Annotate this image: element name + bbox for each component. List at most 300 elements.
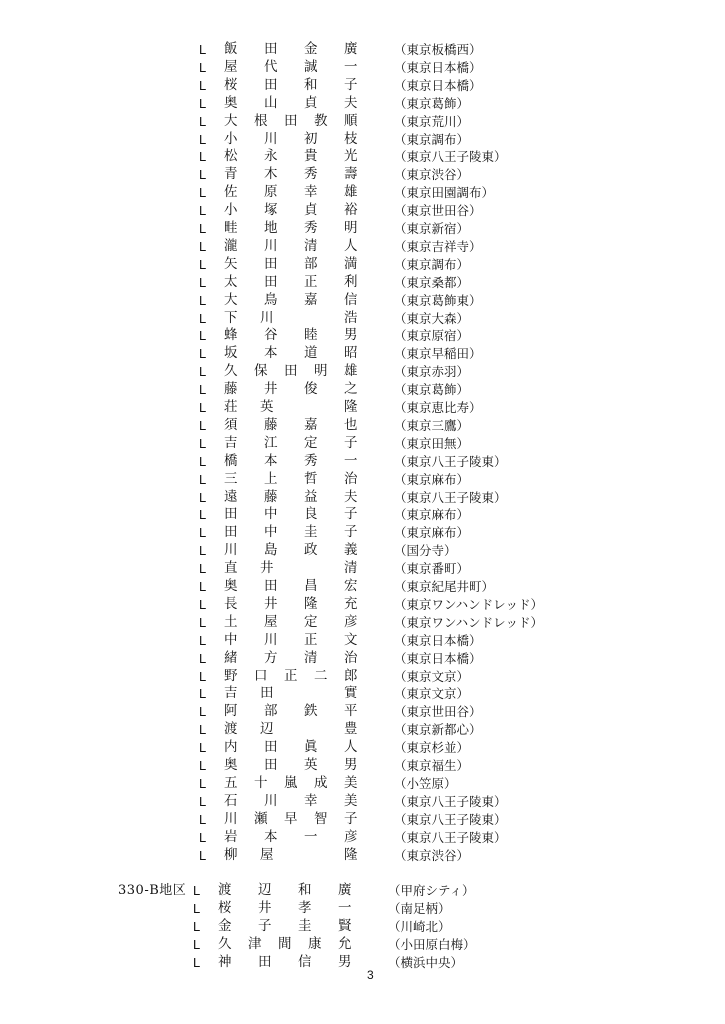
- name-char: 彦: [344, 613, 358, 630]
- name-char: 正: [304, 631, 318, 648]
- name-char: 清: [304, 237, 318, 254]
- club-name: （東京文京）: [394, 668, 470, 684]
- name-char: 政: [304, 542, 318, 559]
- club-name: （東京調布）: [394, 131, 470, 147]
- member-row: [0, 721, 725, 738]
- member-prefix: L: [193, 901, 201, 917]
- name-char: 屋: [260, 846, 274, 863]
- name-char: 豊: [344, 721, 358, 738]
- name-char: 一: [304, 828, 318, 845]
- name-char: 五: [224, 774, 238, 791]
- club-name: （南足柄）: [388, 901, 451, 917]
- name-char: 男: [344, 327, 358, 344]
- name-char: 田: [264, 76, 278, 93]
- member-prefix: L: [199, 167, 207, 183]
- club-name: （東京吉祥寺）: [394, 238, 482, 254]
- name-char: 田: [264, 739, 278, 756]
- name-char: 川: [260, 309, 274, 326]
- member-row: [0, 363, 725, 380]
- member-row: [0, 685, 725, 702]
- name-char: 辺: [258, 882, 272, 899]
- member-prefix: L: [199, 185, 207, 201]
- club-name: （東京ワンハンドレッド）: [394, 596, 544, 612]
- member-prefix: L: [199, 471, 207, 487]
- member-prefix: L: [199, 507, 207, 523]
- name-char: 之: [344, 381, 358, 398]
- name-char: 満: [344, 255, 358, 272]
- name-char: 田: [260, 685, 274, 702]
- member-row: [0, 95, 725, 112]
- name-char: 康: [308, 936, 322, 953]
- member-prefix: L: [199, 221, 207, 236]
- name-char: 裕: [344, 202, 358, 219]
- name-char: 本: [264, 452, 278, 469]
- name-char: 子: [344, 76, 358, 93]
- name-char: 木: [264, 166, 278, 183]
- name-char: 隆: [304, 595, 318, 612]
- club-name: （東京麻布）: [394, 507, 470, 523]
- name-char: 荘: [224, 399, 238, 415]
- name-char: 井: [264, 381, 278, 398]
- name-char: 早: [284, 810, 298, 827]
- member-row: [0, 148, 725, 165]
- name-char: 隆: [344, 399, 358, 415]
- member-prefix: L: [199, 686, 207, 702]
- name-char: 佐: [224, 184, 238, 201]
- name-char: 廣: [338, 882, 352, 899]
- member-prefix: L: [199, 149, 207, 165]
- name-char: 奥: [224, 94, 238, 111]
- name-char: 英: [304, 757, 318, 773]
- club-name: （東京八王子陵東）: [394, 453, 507, 469]
- name-char: 地: [264, 220, 278, 236]
- member-prefix: L: [199, 489, 207, 505]
- name-char: 一: [344, 452, 358, 469]
- name-char: 神: [218, 954, 232, 970]
- member-prefix: L: [199, 274, 207, 290]
- member-row: [0, 453, 725, 470]
- member-prefix: L: [199, 650, 207, 666]
- club-name: （東京田無）: [394, 435, 470, 451]
- club-name: （東京渋谷）: [394, 847, 470, 863]
- name-char: 一: [338, 900, 352, 917]
- name-char: 夫: [344, 94, 358, 111]
- member-row: [0, 399, 725, 416]
- name-char: 人: [344, 237, 358, 254]
- name-char: 藤: [264, 416, 278, 433]
- member-row: [0, 202, 725, 219]
- name-char: 充: [344, 595, 358, 612]
- member-prefix: L: [199, 131, 207, 147]
- name-char: 谷: [264, 327, 278, 344]
- name-char: 瀧: [224, 237, 238, 254]
- name-char: 英: [260, 399, 274, 415]
- name-char: 光: [344, 148, 358, 165]
- name-char: 川: [264, 237, 278, 254]
- name-char: 初: [304, 130, 318, 147]
- member-prefix: L: [199, 238, 207, 254]
- name-char: 緒: [224, 649, 238, 666]
- name-char: 土: [224, 613, 238, 630]
- member-row: [0, 471, 725, 488]
- name-char: 大: [224, 112, 238, 129]
- name-char: 根: [254, 112, 268, 129]
- member-row: [0, 739, 725, 756]
- name-char: 信: [344, 291, 358, 308]
- name-char: 嘉: [304, 291, 318, 308]
- member-row: [0, 184, 725, 201]
- name-char: 道: [304, 345, 318, 362]
- member-row: [0, 936, 725, 953]
- name-char: 江: [264, 434, 278, 451]
- member-prefix: L: [199, 292, 207, 308]
- member-prefix: L: [199, 435, 207, 451]
- member-row: [0, 381, 725, 398]
- member-prefix: L: [199, 596, 207, 612]
- member-row: [0, 900, 725, 917]
- name-char: 桜: [224, 76, 238, 93]
- member-row: [0, 435, 725, 452]
- member-prefix: L: [199, 811, 207, 827]
- name-char: 鉄: [304, 703, 318, 720]
- name-char: 幸: [304, 792, 318, 809]
- name-char: 二: [314, 667, 328, 684]
- name-char: 橋: [224, 452, 238, 469]
- member-prefix: L: [199, 310, 207, 326]
- name-char: 田: [264, 41, 278, 57]
- name-char: 上: [264, 470, 278, 487]
- member-row: [0, 274, 725, 291]
- name-char: 藤: [264, 488, 278, 505]
- club-name: （東京原宿）: [394, 328, 470, 344]
- name-char: 遠: [224, 488, 238, 505]
- club-name: （東京八王子陵東）: [394, 489, 507, 505]
- member-prefix: L: [199, 704, 207, 720]
- name-char: 矢: [224, 255, 238, 272]
- club-name: （東京渋谷）: [394, 167, 470, 183]
- name-char: 永: [264, 148, 278, 165]
- member-prefix: L: [199, 614, 207, 630]
- member-row: [0, 489, 725, 506]
- name-char: 成: [314, 774, 328, 791]
- name-char: 男: [338, 954, 352, 970]
- name-char: 子: [344, 506, 358, 523]
- club-name: （東京八王子陵東）: [394, 829, 507, 845]
- name-char: 辺: [260, 721, 274, 738]
- club-name: （東京日本橋）: [394, 632, 482, 648]
- name-char: 内: [224, 739, 238, 756]
- name-char: 川: [224, 542, 238, 559]
- member-row: [0, 506, 725, 523]
- name-char: 郎: [344, 667, 358, 684]
- name-char: 圭: [298, 918, 312, 935]
- name-char: 三: [224, 470, 238, 487]
- club-name: （東京桑都）: [394, 274, 470, 290]
- name-char: 嵐: [284, 774, 298, 791]
- club-name: （川崎北）: [388, 919, 451, 935]
- club-name: （東京日本橋）: [394, 77, 482, 93]
- member-prefix: L: [199, 579, 207, 594]
- club-name: （東京恵比寿）: [394, 400, 482, 415]
- club-name: （小笠原）: [394, 775, 457, 791]
- member-prefix: L: [199, 417, 207, 433]
- name-char: 貞: [304, 202, 318, 219]
- member-row: [0, 829, 725, 846]
- name-char: 井: [258, 900, 272, 917]
- name-char: 子: [258, 918, 272, 935]
- club-name: （東京荒川）: [394, 113, 470, 129]
- name-char: 間: [278, 936, 292, 953]
- name-char: 雄: [344, 363, 358, 380]
- name-char: 青: [224, 166, 238, 183]
- member-prefix: L: [199, 829, 207, 845]
- name-char: 定: [304, 434, 318, 451]
- club-name: （東京葛飾東）: [394, 292, 482, 308]
- name-char: 川: [264, 792, 278, 809]
- name-char: 秀: [304, 220, 318, 236]
- name-char: 田: [284, 363, 298, 380]
- name-char: 治: [344, 649, 358, 666]
- member-row: [0, 220, 725, 237]
- name-char: 蜂: [224, 327, 238, 344]
- club-name: （東京世田谷）: [394, 704, 482, 720]
- member-prefix: L: [199, 113, 207, 129]
- name-char: 宏: [344, 578, 358, 594]
- member-prefix: L: [199, 203, 207, 219]
- club-name: （東京杉並）: [394, 740, 470, 756]
- name-char: 本: [264, 345, 278, 362]
- member-prefix: L: [193, 883, 201, 899]
- name-char: 枝: [344, 130, 358, 147]
- member-row: [0, 793, 725, 810]
- name-char: 秀: [304, 452, 318, 469]
- member-row: [0, 650, 725, 667]
- name-char: 部: [264, 703, 278, 720]
- member-prefix: L: [199, 256, 207, 272]
- name-char: 明: [344, 220, 358, 236]
- name-char: 教: [314, 112, 328, 129]
- name-char: 屋: [264, 613, 278, 630]
- member-prefix: L: [199, 561, 207, 577]
- name-char: 一: [344, 58, 358, 75]
- name-char: 眞: [304, 739, 318, 756]
- name-char: 誠: [304, 58, 318, 75]
- member-prefix: L: [199, 328, 207, 344]
- member-prefix: L: [199, 775, 207, 791]
- name-char: 中: [264, 506, 278, 523]
- name-char: 貞: [304, 94, 318, 111]
- member-prefix: L: [199, 740, 207, 756]
- club-name: （東京三鷹）: [394, 417, 470, 433]
- name-char: 桜: [218, 900, 232, 917]
- member-row: [0, 668, 725, 685]
- member-prefix: L: [199, 793, 207, 809]
- name-char: 定: [304, 613, 318, 630]
- name-char: 瀬: [254, 810, 268, 827]
- club-name: （横浜中央）: [388, 955, 464, 970]
- name-char: 島: [264, 542, 278, 559]
- name-char: 小: [224, 130, 238, 147]
- name-char: 和: [298, 882, 312, 899]
- name-char: 渡: [224, 721, 238, 738]
- member-prefix: L: [199, 95, 207, 111]
- member-row: [0, 847, 725, 864]
- member-prefix: L: [193, 919, 201, 935]
- name-char: 夫: [344, 488, 358, 505]
- name-char: 岩: [224, 828, 238, 845]
- name-char: 渡: [218, 882, 232, 899]
- name-char: 久: [218, 936, 232, 953]
- name-char: 貴: [304, 148, 318, 165]
- name-char: 本: [264, 828, 278, 845]
- member-row: [0, 703, 725, 720]
- name-char: 山: [264, 94, 278, 111]
- member-prefix: L: [199, 59, 207, 75]
- name-char: 吉: [224, 685, 238, 702]
- name-char: 飯: [224, 41, 238, 57]
- member-row: [0, 41, 725, 58]
- member-row: [0, 327, 725, 344]
- name-char: 允: [338, 936, 352, 953]
- name-char: 藤: [224, 381, 238, 398]
- name-char: 塚: [264, 202, 278, 219]
- name-char: 子: [344, 524, 358, 541]
- member-prefix: L: [199, 42, 207, 57]
- name-char: 太: [224, 273, 238, 290]
- name-char: 幸: [304, 184, 318, 201]
- name-char: 也: [344, 416, 358, 433]
- club-name: （東京麻布）: [394, 525, 470, 541]
- member-row: [0, 166, 725, 183]
- name-char: 昭: [344, 345, 358, 362]
- name-char: 奥: [224, 578, 238, 594]
- name-char: 原: [264, 184, 278, 201]
- club-name: （国分寺）: [394, 543, 457, 559]
- name-char: 男: [344, 757, 358, 773]
- member-prefix: L: [199, 346, 207, 362]
- name-char: 圭: [304, 524, 318, 541]
- member-row: [0, 417, 725, 434]
- name-char: 田: [264, 578, 278, 594]
- name-char: 代: [264, 58, 278, 75]
- member-prefix: L: [199, 632, 207, 648]
- member-row: [0, 238, 725, 255]
- name-char: 益: [304, 488, 318, 505]
- name-char: 川: [264, 631, 278, 648]
- name-char: 方: [264, 649, 278, 666]
- member-row: [0, 882, 725, 899]
- name-char: 井: [264, 595, 278, 612]
- club-name: （東京新宿）: [394, 221, 470, 236]
- club-name: （東京葛飾）: [394, 382, 470, 398]
- name-char: 金: [218, 918, 232, 935]
- name-char: 義: [344, 542, 358, 559]
- name-char: 部: [304, 255, 318, 272]
- name-char: 田: [284, 112, 298, 129]
- name-char: 子: [344, 810, 358, 827]
- club-name: （東京早稲田）: [394, 346, 482, 362]
- club-name: （東京ワンハンドレッド）: [394, 614, 544, 630]
- name-char: 俊: [304, 381, 318, 398]
- member-prefix: L: [199, 722, 207, 738]
- name-char: 田: [258, 954, 272, 970]
- name-char: 秀: [304, 166, 318, 183]
- name-char: 川: [224, 810, 238, 827]
- club-name: （東京葛飾）: [394, 95, 470, 111]
- member-row: [0, 560, 725, 577]
- name-char: 大: [224, 291, 238, 308]
- member-prefix: L: [199, 525, 207, 541]
- member-prefix: L: [199, 364, 207, 380]
- name-char: 野: [224, 667, 238, 684]
- name-char: 柳: [224, 846, 238, 863]
- name-char: 須: [224, 416, 238, 433]
- name-char: 利: [344, 273, 358, 290]
- name-char: 川: [264, 130, 278, 147]
- name-char: 治: [344, 470, 358, 487]
- club-name: （東京八王子陵東）: [394, 149, 507, 165]
- name-char: 哲: [304, 470, 318, 487]
- member-row: [0, 596, 725, 613]
- name-char: 田: [224, 506, 238, 523]
- name-char: 小: [224, 202, 238, 219]
- member-row: [0, 524, 725, 541]
- name-char: 美: [344, 792, 358, 809]
- name-char: 中: [224, 631, 238, 648]
- name-char: 石: [224, 792, 238, 809]
- club-name: （東京田園調布）: [394, 185, 495, 201]
- name-char: 保: [254, 363, 268, 380]
- club-name: （東京八王子陵東）: [394, 811, 507, 827]
- club-name: （東京日本橋）: [394, 650, 482, 666]
- name-char: 賢: [338, 918, 352, 935]
- member-row: [0, 131, 725, 148]
- member-prefix: L: [199, 453, 207, 469]
- club-name: （東京麻布）: [394, 471, 470, 487]
- member-prefix: L: [199, 400, 207, 415]
- member-prefix: L: [199, 77, 207, 93]
- member-row: [0, 757, 725, 774]
- name-char: 田: [224, 524, 238, 541]
- name-char: 順: [344, 112, 358, 129]
- member-row: [0, 614, 725, 631]
- member-row: [0, 77, 725, 94]
- name-char: 浩: [344, 309, 358, 326]
- club-name: （東京文京）: [394, 686, 470, 702]
- member-prefix: L: [199, 668, 207, 684]
- name-char: 人: [344, 739, 358, 756]
- name-char: 長: [224, 595, 238, 612]
- name-char: 津: [248, 936, 262, 953]
- club-name: （東京八王子陵東）: [394, 793, 507, 809]
- member-row: [0, 113, 725, 130]
- member-row: [0, 632, 725, 649]
- club-name: （東京大森）: [394, 310, 470, 326]
- page-number: 3: [367, 968, 374, 982]
- name-char: 清: [344, 560, 358, 577]
- member-row: [0, 918, 725, 935]
- name-char: 久: [224, 363, 238, 380]
- name-char: 壽: [344, 166, 358, 183]
- name-char: 孝: [298, 900, 312, 917]
- club-name: （小田原白梅）: [388, 937, 476, 953]
- name-char: 田: [264, 255, 278, 272]
- member-prefix: L: [199, 382, 207, 398]
- member-row: [0, 775, 725, 792]
- club-name: （東京新都心）: [394, 722, 482, 738]
- name-char: 中: [264, 524, 278, 541]
- member-prefix: L: [193, 937, 201, 953]
